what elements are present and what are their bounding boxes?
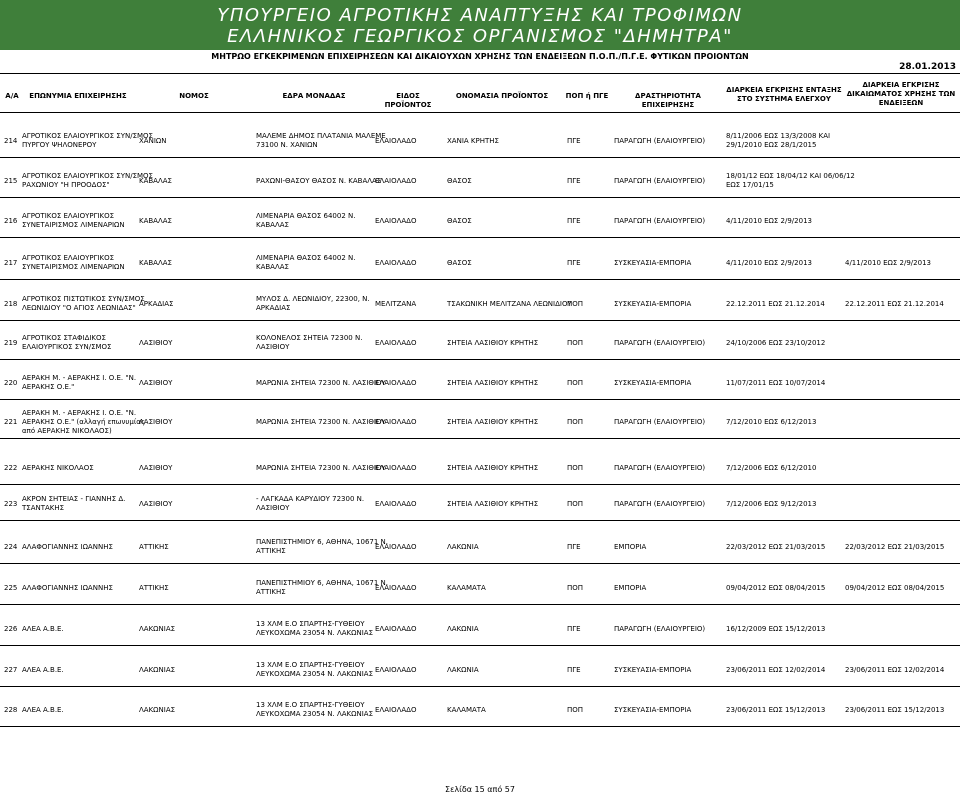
cell-dikaiomatos: 4/11/2010 ΕΩΣ 2/9/2013 xyxy=(845,258,931,267)
cell-name: ΑΓΡΟΤΙΚΟΣ ΕΛΑΙΟΥΡΓΙΚΟΣ ΣΥΝ/ΣΜΟΣ ΡΑΧΩΝΙΟΥ "Η ΠΡΟΟΔΟΣ" xyxy=(22,172,153,189)
page-number: Σελίδα 15 από 57 xyxy=(445,785,515,794)
cell-drast: ΠΑΡΑΓΩΓΗ (ΕΛΑΙΟΥΡΓΕΙΟ) xyxy=(614,499,706,508)
col-header-edra: ΕΔΡΑ ΜΟΝΑΔΑΣ xyxy=(282,92,346,100)
cell-nomos: ΛΑΣΙΘΙΟΥ xyxy=(139,463,173,472)
col-header-name: ΕΠΩΝΥΜΙΑ ΕΠΙΧΕΙΡΗΣΗΣ xyxy=(29,92,127,100)
cell-pop: ΠΓΕ xyxy=(567,624,581,633)
cell-onomasia: ΘΑΣΟΣ xyxy=(447,176,472,185)
col-header-drast: ΔΡΑΣΤΗΡΙΟΤΗΤΑ ΕΠΙΧΕΙΡΗΣΗΣ xyxy=(635,92,701,109)
cell-eidos: ΕΛΑΙΟΛΑΔΟ xyxy=(375,136,417,145)
col-header-eidos: ΕΙΔΟΣ ΠΡΟΪΟΝΤΟΣ xyxy=(384,92,432,109)
cell-aa: 221 xyxy=(4,417,18,426)
cell-nomos: ΛΑΣΙΘΙΟΥ xyxy=(139,417,173,426)
cell-onomasia: ΘΑΣΟΣ xyxy=(447,258,472,267)
cell-pop: ΠΓΕ xyxy=(567,176,581,185)
cell-nomos: ΑΤΤΙΚΗΣ xyxy=(139,542,169,551)
cell-edra: 13 ΧΛΜ Ε.Ο ΣΠΑΡΤΗΣ-ΓΥΘΕΙΟΥ ΛΕΥΚΟΧΩΜΑ 23054 Ν. ΛΑΚΩΝΙΑΣ xyxy=(256,661,373,678)
cell-dikaiomatos: 09/04/2012 ΕΩΣ 08/04/2015 xyxy=(845,583,945,592)
cell-aa: 214 xyxy=(4,136,18,145)
cell-pop: ΠΟΠ xyxy=(567,378,584,387)
cell-edra: - ΛΑΓΚΑΔΑ ΚΑΡΥΔΙΟΥ 72300 Ν. ΛΑΣΙΘΙΟΥ xyxy=(256,495,365,512)
col-header-pop: ΠΟΠ ή ΠΓΕ xyxy=(565,92,609,100)
cell-aa: 223 xyxy=(4,499,18,508)
cell-edra: ΜΑΡΩΝΙΑ ΣΗΤΕΙΑ 72300 Ν. ΛΑΣΙΘΙΟΥ xyxy=(256,378,386,387)
cell-drast: ΠΑΡΑΓΩΓΗ (ΕΛΑΙΟΥΡΓΕΙΟ) xyxy=(614,417,706,426)
cell-drast: ΣΥΣΚΕΥΑΣΙΑ-ΕΜΠΟΡΙΑ xyxy=(614,299,692,308)
row-separator xyxy=(0,726,960,727)
cell-drast: ΣΥΣΚΕΥΑΣΙΑ-ΕΜΠΟΡΙΑ xyxy=(614,665,692,674)
cell-nomos: ΚΑΒΑΛΑΣ xyxy=(139,176,172,185)
cell-onomasia: ΣΗΤΕΙΑ ΛΑΣΙΘΙΟΥ ΚΡΗΤΗΣ xyxy=(447,338,539,347)
cell-diarkeia: 16/12/2009 ΕΩΣ 15/12/2013 xyxy=(726,624,826,633)
cell-pop: ΠΟΠ xyxy=(567,583,584,592)
cell-drast: ΠΑΡΑΓΩΓΗ (ΕΛΑΙΟΥΡΓΕΙΟ) xyxy=(614,463,706,472)
cell-name: ΑΓΡΟΤΙΚΟΣ ΠΙΣΤΩΤΙΚΟΣ ΣΥΝ/ΣΜΟΣ ΛΕΩΝΙΔΙΟΥ "Ο ΑΓΙΟΣ ΛΕΩΝΙΔΑΣ" xyxy=(22,295,145,312)
cell-nomos: ΚΑΒΑΛΑΣ xyxy=(139,216,172,225)
header-banner xyxy=(0,0,960,50)
cell-dikaiomatos: 22/03/2012 ΕΩΣ 21/03/2015 xyxy=(845,542,945,551)
cell-pop: ΠΟΠ xyxy=(567,299,584,308)
row-separator xyxy=(0,279,960,280)
cell-pop: ΠΟΠ xyxy=(567,499,584,508)
cell-aa: 216 xyxy=(4,216,18,225)
cell-onomasia: ΛΑΚΩΝΙΑ xyxy=(447,665,479,674)
cell-diarkeia: 4/11/2010 ΕΩΣ 2/9/2013 xyxy=(726,216,812,225)
row-separator xyxy=(0,359,960,360)
col-header-aa: Α/Α xyxy=(5,92,19,100)
cell-onomasia: ΛΑΚΩΝΙΑ xyxy=(447,542,479,551)
row-separator xyxy=(0,399,960,400)
cell-nomos: ΛΑΣΙΘΙΟΥ xyxy=(139,499,173,508)
cell-drast: ΠΑΡΑΓΩΓΗ (ΕΛΑΙΟΥΡΓΕΙΟ) xyxy=(614,176,706,185)
cell-eidos: ΕΛΑΙΟΛΑΔΟ xyxy=(375,583,417,592)
cell-name: ΑΓΡΟΤΙΚΟΣ ΕΛΑΙΟΥΡΓΙΚΟΣ ΣΥΝΕΤΑΙΡΙΣΜΟΣ ΛΙΜΕΝΑΡΙΩΝ xyxy=(22,254,125,271)
cell-pop: ΠΟΠ xyxy=(567,417,584,426)
header-top-rule xyxy=(0,73,960,74)
cell-drast: ΣΥΣΚΕΥΑΣΙΑ-ΕΜΠΟΡΙΑ xyxy=(614,705,692,714)
cell-name: ΑΛΕΑ Α.Β.Ε. xyxy=(22,665,64,674)
cell-drast: ΠΑΡΑΓΩΓΗ (ΕΛΑΙΟΥΡΓΕΙΟ) xyxy=(614,136,706,145)
cell-name: ΑΛΑΦΟΓΙΑΝΝΗΣ ΙΩΑΝΝΗΣ xyxy=(22,583,113,592)
cell-edra: ΚΟΛΟΝΕΛΟΣ ΣΗΤΕΙΑ 72300 Ν. ΛΑΣΙΘΙΟΥ xyxy=(256,334,363,351)
cell-edra: ΜΑΡΩΝΙΑ ΣΗΤΕΙΑ 72300 Ν. ΛΑΣΙΘΙΟΥ xyxy=(256,463,386,472)
cell-nomos: ΑΡΚΑΔΙΑΣ xyxy=(139,299,174,308)
cell-drast: ΠΑΡΑΓΩΓΗ (ΕΛΑΙΟΥΡΓΕΙΟ) xyxy=(614,216,706,225)
col-header-dikaiomatos: ΔΙΑΡΚΕΙΑ ΕΓΚΡΙΣΗΣ ΔΙΚΑΙΩΜΑΤΟΣ ΧΡΗΣΗΣ ΤΩΝ ΕΝΔΕΙΞΕΩΝ xyxy=(846,81,956,107)
cell-edra: ΜΑΡΩΝΙΑ ΣΗΤΕΙΑ 72300 Ν. ΛΑΣΙΘΙΟΥ xyxy=(256,417,386,426)
cell-onomasia: ΧΑΝΙΑ ΚΡΗΤΗΣ xyxy=(447,136,499,145)
cell-dikaiomatos: 23/06/2011 ΕΩΣ 15/12/2013 xyxy=(845,705,945,714)
cell-aa: 227 xyxy=(4,665,18,674)
cell-onomasia: ΚΑΛΑΜΑΤΑ xyxy=(447,705,486,714)
cell-eidos: ΕΛΑΙΟΛΑΔΟ xyxy=(375,176,417,185)
cell-diarkeia: 23/06/2011 ΕΩΣ 12/02/2014 xyxy=(726,665,826,674)
cell-onomasia: ΣΗΤΕΙΑ ΛΑΣΙΘΙΟΥ ΚΡΗΤΗΣ xyxy=(447,417,539,426)
cell-edra: 13 ΧΛΜ Ε.Ο ΣΠΑΡΤΗΣ-ΓΥΘΕΙΟΥ ΛΕΥΚΟΧΩΜΑ 23054 Ν. ΛΑΚΩΝΙΑΣ xyxy=(256,620,373,637)
row-separator xyxy=(0,520,960,521)
organization-title: ΕΛΛΗΝΙΚΟΣ ΓΕΩΡΓΙΚΟΣ ΟΡΓΑΝΙΣΜΟΣ "ΔΗΜΗΤΡΑ" xyxy=(227,26,733,47)
cell-edra: ΛΙΜΕΝΑΡΙΑ ΘΑΣΟΣ 64002 Ν. ΚΑΒΑΛΑΣ xyxy=(256,212,356,229)
col-header-onomasia: ΟΝΟΜΑΣΙΑ ΠΡΟΪΟΝΤΟΣ xyxy=(455,92,549,100)
cell-eidos: ΕΛΑΙΟΛΑΔΟ xyxy=(375,417,417,426)
cell-diarkeia: 11/07/2011 ΕΩΣ 10/07/2014 xyxy=(726,378,826,387)
cell-onomasia: ΣΗΤΕΙΑ ΛΑΣΙΘΙΟΥ ΚΡΗΤΗΣ xyxy=(447,463,539,472)
cell-eidos: ΕΛΑΙΟΛΑΔΟ xyxy=(375,542,417,551)
cell-pop: ΠΟΠ xyxy=(567,463,584,472)
row-separator xyxy=(0,237,960,238)
cell-aa: 217 xyxy=(4,258,18,267)
cell-eidos: ΕΛΑΙΟΛΑΔΟ xyxy=(375,463,417,472)
cell-diarkeia: 7/12/2010 ΕΩΣ 6/12/2013 xyxy=(726,417,817,426)
cell-nomos: ΧΑΝΙΩΝ xyxy=(139,136,167,145)
cell-name: ΑΕΡΑΚΗ Μ. - ΑΕΡΑΚΗΣ Ι. Ο.Ε. "Ν. ΑΕΡΑΚΗΣ Ο.Ε." xyxy=(22,374,137,391)
cell-diarkeia: 24/10/2006 ΕΩΣ 23/10/2012 xyxy=(726,338,826,347)
col-header-nomos: ΝΟΜΟΣ xyxy=(179,92,209,100)
cell-diarkeia: 22.12.2011 ΕΩΣ 21.12.2014 xyxy=(726,299,825,308)
cell-onomasia: ΣΗΤΕΙΑ ΛΑΣΙΘΙΟΥ ΚΡΗΤΗΣ xyxy=(447,378,539,387)
row-separator xyxy=(0,438,960,439)
col-header-diarkeia: ΔΙΑΡΚΕΙΑ ΕΓΚΡΙΣΗΣ ΕΝΤΑΞΗΣ ΣΤΟ ΣΥΣΤΗΜΑ ΕΛΕΓΧΟΥ xyxy=(726,86,842,103)
cell-aa: 215 xyxy=(4,176,18,185)
cell-nomos: ΛΑΣΙΘΙΟΥ xyxy=(139,338,173,347)
cell-diarkeia: 09/04/2012 ΕΩΣ 08/04/2015 xyxy=(726,583,826,592)
cell-diarkeia: 7/12/2006 ΕΩΣ 9/12/2013 xyxy=(726,499,817,508)
cell-name: ΑΛΑΦΟΓΙΑΝΝΗΣ ΙΩΑΝΝΗΣ xyxy=(22,542,113,551)
cell-edra: ΡΑΧΩΝΙ-ΘΑΣΟΥ ΘΑΣΟΣ Ν. ΚΑΒΑΛΑΣ xyxy=(256,176,382,185)
cell-eidos: ΕΛΑΙΟΛΑΔΟ xyxy=(375,216,417,225)
row-separator xyxy=(0,157,960,158)
cell-edra: ΠΑΝΕΠΙΣΤΗΜΙΟΥ 6, ΑΘΗΝΑ, 10671 Ν. ΑΤΤΙΚΗΣ xyxy=(256,538,389,555)
cell-name: ΑΕΡΑΚΗ Μ. - ΑΕΡΑΚΗΣ Ι. Ο.Ε. "Ν. ΑΕΡΑΚΗΣ Ο.Ε." (αλλαγή επωνυμίας από ΑΕΡΑΚΗΣ ΝΙΚΟΛΑΟΣ) xyxy=(22,408,145,435)
cell-drast: ΠΑΡΑΓΩΓΗ (ΕΛΑΙΟΥΡΓΕΙΟ) xyxy=(614,624,706,633)
cell-dikaiomatos: 22.12.2011 ΕΩΣ 21.12.2014 xyxy=(845,299,944,308)
cell-pop: ΠΓΕ xyxy=(567,665,581,674)
cell-name: ΑΛΕΑ Α.Β.Ε. xyxy=(22,705,64,714)
cell-nomos: ΑΤΤΙΚΗΣ xyxy=(139,583,169,592)
cell-edra: ΛΙΜΕΝΑΡΙΑ ΘΑΣΟΣ 64002 Ν. ΚΑΒΑΛΑΣ xyxy=(256,254,356,271)
cell-aa: 220 xyxy=(4,378,18,387)
cell-name: ΑΛΕΑ Α.Β.Ε. xyxy=(22,624,64,633)
cell-dikaiomatos: 23/06/2011 ΕΩΣ 12/02/2014 xyxy=(845,665,945,674)
header-bottom-rule xyxy=(0,112,960,113)
cell-diarkeia: 18/01/12 ΕΩΣ 18/04/12 ΚΑΙ 06/06/12 ΕΩΣ 17/01/15 xyxy=(726,172,855,189)
document-date: 28.01.2013 xyxy=(899,62,956,72)
cell-eidos: ΕΛΑΙΟΛΑΔΟ xyxy=(375,258,417,267)
cell-onomasia: ΛΑΚΩΝΙΑ xyxy=(447,624,479,633)
cell-eidos: ΕΛΑΙΟΛΑΔΟ xyxy=(375,665,417,674)
cell-drast: ΕΜΠΟΡΙΑ xyxy=(614,583,647,592)
cell-diarkeia: 22/03/2012 ΕΩΣ 21/03/2015 xyxy=(726,542,826,551)
cell-diarkeia: 8/11/2006 ΕΩΣ 13/3/2008 ΚΑΙ 29/1/2010 ΕΩΣ 28/1/2015 xyxy=(726,132,831,149)
cell-eidos: ΕΛΑΙΟΛΑΔΟ xyxy=(375,378,417,387)
ministry-title: ΥΠΟΥΡΓΕΙΟ ΑΓΡΟΤΙΚΗΣ ΑΝΑΠΤΥΞΗΣ ΚΑΙ ΤΡΟΦΙΜΩΝ xyxy=(217,5,743,26)
cell-pop: ΠΟΠ xyxy=(567,338,584,347)
cell-aa: 226 xyxy=(4,624,18,633)
cell-aa: 218 xyxy=(4,299,18,308)
cell-nomos: ΛΑΚΩΝΙΑΣ xyxy=(139,705,176,714)
cell-edra: ΜΥΛΟΣ Δ. ΛΕΩΝΙΔΙΟΥ, 22300, Ν. ΑΡΚΑΔΙΑΣ xyxy=(256,295,370,312)
cell-nomos: ΛΑΚΩΝΙΑΣ xyxy=(139,624,176,633)
cell-aa: 219 xyxy=(4,338,18,347)
cell-diarkeia: 23/06/2011 ΕΩΣ 15/12/2013 xyxy=(726,705,826,714)
cell-edra: ΜΑΛΕΜΕ ΔΗΜΟΣ ΠΛΑΤΑΝΙΑ ΜΑΛΕΜΕ 73100 Ν. ΧΑΝΙΩΝ xyxy=(256,132,386,149)
row-separator xyxy=(0,320,960,321)
cell-pop: ΠΓΕ xyxy=(567,542,581,551)
cell-aa: 222 xyxy=(4,463,18,472)
cell-drast: ΣΥΣΚΕΥΑΣΙΑ-ΕΜΠΟΡΙΑ xyxy=(614,258,692,267)
cell-aa: 228 xyxy=(4,705,18,714)
cell-name: ΑΕΡΑΚΗΣ ΝΙΚΟΛΑΟΣ xyxy=(22,463,94,472)
cell-name: ΑΓΡΟΤΙΚΟΣ ΕΛΑΙΟΥΡΓΙΚΟΣ ΣΥΝ/ΣΜΟΣ ΠΥΡΓΟΥ ΨΗΛΟΝΕΡΟΥ xyxy=(22,132,153,149)
row-separator xyxy=(0,604,960,605)
cell-eidos: ΕΛΑΙΟΛΑΔΟ xyxy=(375,499,417,508)
cell-eidos: ΕΛΑΙΟΛΑΔΟ xyxy=(375,338,417,347)
cell-eidos: ΕΛΑΙΟΛΑΔΟ xyxy=(375,624,417,633)
cell-edra: ΠΑΝΕΠΙΣΤΗΜΙΟΥ 6, ΑΘΗΝΑ, 10671 Ν. ΑΤΤΙΚΗΣ xyxy=(256,579,389,596)
cell-edra: 13 ΧΛΜ Ε.Ο ΣΠΑΡΤΗΣ-ΓΥΘΕΙΟΥ ΛΕΥΚΟΧΩΜΑ 23054 Ν. ΛΑΚΩΝΙΑΣ xyxy=(256,701,373,718)
cell-pop: ΠΓΕ xyxy=(567,216,581,225)
cell-name: ΑΓΡΟΤΙΚΟΣ ΕΛΑΙΟΥΡΓΙΚΟΣ ΣΥΝΕΤΑΙΡΙΣΜΟΣ ΛΙΜΕΝΑΡΙΩΝ xyxy=(22,212,125,229)
row-separator xyxy=(0,686,960,687)
cell-pop: ΠΓΕ xyxy=(567,258,581,267)
cell-drast: ΠΑΡΑΓΩΓΗ (ΕΛΑΙΟΥΡΓΕΙΟ) xyxy=(614,338,706,347)
row-separator xyxy=(0,197,960,198)
cell-pop: ΠΟΠ xyxy=(567,705,584,714)
cell-onomasia: ΣΗΤΕΙΑ ΛΑΣΙΘΙΟΥ ΚΡΗΤΗΣ xyxy=(447,499,539,508)
cell-nomos: ΚΑΒΑΛΑΣ xyxy=(139,258,172,267)
cell-nomos: ΛΑΚΩΝΙΑΣ xyxy=(139,665,176,674)
cell-onomasia: ΚΑΛΑΜΑΤΑ xyxy=(447,583,486,592)
cell-eidos: ΕΛΑΙΟΛΑΔΟ xyxy=(375,705,417,714)
cell-nomos: ΛΑΣΙΘΙΟΥ xyxy=(139,378,173,387)
cell-aa: 224 xyxy=(4,542,18,551)
cell-onomasia: ΤΣΑΚΩΝΙΚΗ ΜΕΛΙΤΖΑΝΑ ΛΕΩΝΙΔΙΟΥ xyxy=(447,299,572,308)
cell-eidos: ΜΕΛΙΤΖΑΝΑ xyxy=(375,299,417,308)
row-separator xyxy=(0,645,960,646)
cell-diarkeia: 7/12/2006 ΕΩΣ 6/12/2010 xyxy=(726,463,817,472)
cell-name: ΑΓΡΟΤΙΚΟΣ ΣΤΑΦΙΔΙΚΟΣ ΕΛΑΙΟΥΡΓΙΚΟΣ ΣΥΝ/ΣΜΟΣ xyxy=(22,334,112,351)
register-subtitle: ΜΗΤΡΩΟ ΕΓΚΕΚΡΙΜΕΝΩΝ ΕΠΙΧΕΙΡΗΣΕΩΝ ΚΑΙ ΔΙΚΑΙΟΥΧΩΝ ΧΡΗΣΗΣ ΤΩΝ ΕΝΔΕΙΞΕΩΝ Π.Ο.Π./Π.Γ.Ε. ΦΥΤΙΚΩΝ ΠΡΟΙΟΝΤΩΝ xyxy=(211,52,749,61)
row-separator xyxy=(0,484,960,485)
cell-name: ΑΚΡΟΝ ΣΗΤΕΙΑΣ - ΓΙΑΝΝΗΣ Δ. ΤΣΑΝΤΑΚΗΣ xyxy=(22,495,126,512)
cell-onomasia: ΘΑΣΟΣ xyxy=(447,216,472,225)
row-separator xyxy=(0,563,960,564)
cell-aa: 225 xyxy=(4,583,18,592)
cell-drast: ΕΜΠΟΡΙΑ xyxy=(614,542,647,551)
cell-pop: ΠΓΕ xyxy=(567,136,581,145)
cell-drast: ΣΥΣΚΕΥΑΣΙΑ-ΕΜΠΟΡΙΑ xyxy=(614,378,692,387)
cell-diarkeia: 4/11/2010 ΕΩΣ 2/9/2013 xyxy=(726,258,812,267)
